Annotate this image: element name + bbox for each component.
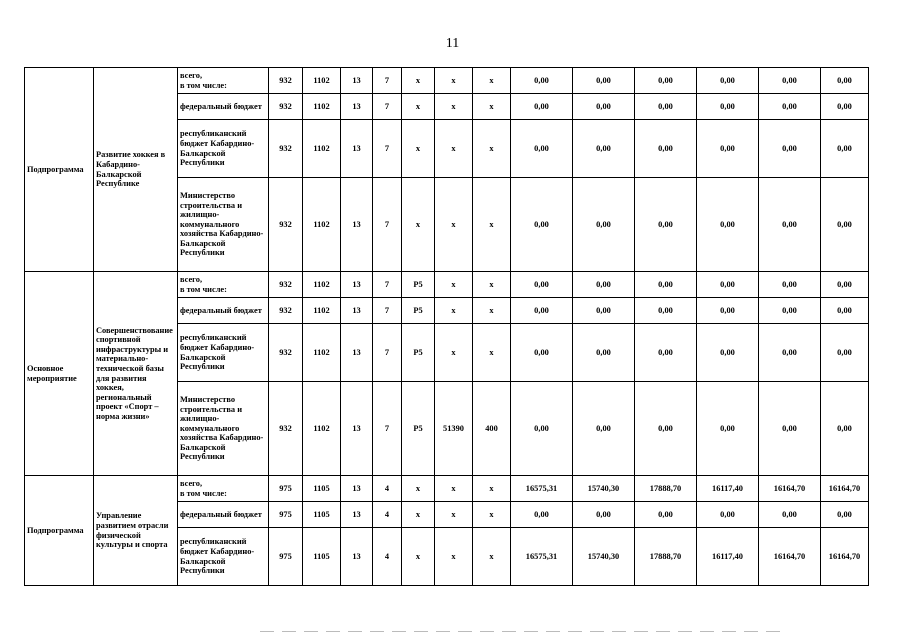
amount-cell: 0,00 [511,120,573,178]
amount-cell: 0,00 [573,382,635,476]
budget-code-cell: 932 [269,272,303,298]
budget-code-cell: P5 [402,272,435,298]
budget-code-cell: х [435,178,473,272]
budget-code-cell: 7 [373,178,402,272]
amount-cell: 17888,70 [635,476,697,502]
budget-code-cell: 13 [341,120,373,178]
budget-code-cell: х [473,298,511,324]
budget-code-cell: P5 [402,382,435,476]
amount-cell: 0,00 [635,120,697,178]
budget-table [24,67,869,586]
budget-code-cell: 1102 [303,120,341,178]
amount-cell: 0,00 [635,502,697,528]
amount-cell: 0,00 [573,94,635,120]
budget-code-cell: х [473,272,511,298]
amount-cell: 0,00 [511,324,573,382]
budget-code-cell: P5 [402,324,435,382]
amount-cell: 0,00 [697,178,759,272]
funding-source-cell: Министерство строительства и жилищно-коммунального хозяйства Кабардино-Балкарской Республики [178,382,269,476]
amount-cell: 15740,30 [573,476,635,502]
budget-code-cell: х [435,298,473,324]
event-type-cell: Подпрограмма [25,476,94,586]
amount-cell: 0,00 [697,68,759,94]
budget-code-cell: 7 [373,382,402,476]
amount-cell: 0,00 [573,178,635,272]
budget-code-cell: 932 [269,178,303,272]
budget-code-cell: х [473,178,511,272]
budget-code-cell: 13 [341,528,373,586]
budget-code-cell: х [435,68,473,94]
amount-cell: 16164,70 [759,528,821,586]
amount-cell: 0,00 [573,120,635,178]
amount-cell: 16117,40 [697,476,759,502]
budget-code-cell: х [402,178,435,272]
event-name-cell: Развитие хоккея в Кабардино-Балкарской Республике [94,68,178,272]
funding-source-cell: Министерство строительства и жилищно-коммунального хозяйства Кабардино-Балкарской Республики [178,178,269,272]
budget-code-cell: 51390 [435,382,473,476]
amount-cell: 0,00 [511,68,573,94]
amount-cell: 0,00 [511,178,573,272]
table-row [25,68,869,94]
funding-source-cell: всего, в том числе: [178,272,269,298]
budget-code-cell: х [473,476,511,502]
amount-cell: 0,00 [759,502,821,528]
budget-code-cell: х [435,94,473,120]
funding-source-cell: республиканский бюджет Кабардино-Балкарской Республики [178,528,269,586]
funding-source-cell: республиканский бюджет Кабардино-Балкарской Республики [178,120,269,178]
budget-code-cell: 932 [269,94,303,120]
event-name-cell: Совершенствование спортивной инфраструктуры и материально-технической базы для развития хоккея, региональный проект «Спорт – норма жизни» [94,272,178,476]
budget-code-cell: х [435,272,473,298]
amount-cell: 0,00 [511,298,573,324]
budget-code-cell: 932 [269,298,303,324]
amount-cell: 0,00 [821,120,869,178]
event-type-cell: Основное мероприятие [25,272,94,476]
budget-code-cell: х [473,528,511,586]
budget-code-cell: 932 [269,68,303,94]
budget-code-cell: 7 [373,298,402,324]
amount-cell: 0,00 [759,68,821,94]
amount-cell: 0,00 [635,382,697,476]
scan-artifact-line [260,631,780,632]
budget-code-cell: х [402,502,435,528]
budget-code-cell: 932 [269,382,303,476]
budget-code-cell: х [402,476,435,502]
budget-code-cell: 13 [341,382,373,476]
table-row [25,476,869,502]
amount-cell: 0,00 [511,502,573,528]
budget-code-cell: 13 [341,272,373,298]
budget-code-cell: 4 [373,476,402,502]
amount-cell: 0,00 [821,298,869,324]
budget-code-cell: 1102 [303,272,341,298]
amount-cell: 0,00 [635,68,697,94]
amount-cell: 0,00 [759,94,821,120]
table-row [25,272,869,298]
budget-code-cell: 1102 [303,68,341,94]
amount-cell: 0,00 [573,298,635,324]
budget-code-cell: 7 [373,272,402,298]
amount-cell: 0,00 [759,120,821,178]
amount-cell: 0,00 [821,502,869,528]
amount-cell: 0,00 [759,324,821,382]
budget-code-cell: х [435,502,473,528]
amount-cell: 0,00 [573,324,635,382]
budget-code-cell: 1102 [303,382,341,476]
budget-code-cell: 975 [269,502,303,528]
amount-cell: 0,00 [635,324,697,382]
budget-code-cell: 1102 [303,94,341,120]
amount-cell: 0,00 [759,298,821,324]
budget-code-cell: 1102 [303,298,341,324]
page-number: 11 [445,36,460,51]
funding-source-cell: федеральный бюджет [178,94,269,120]
amount-cell: 0,00 [511,272,573,298]
amount-cell: 0,00 [759,272,821,298]
amount-cell: 0,00 [635,178,697,272]
budget-code-cell: х [402,528,435,586]
amount-cell: 0,00 [635,272,697,298]
budget-code-cell: 13 [341,68,373,94]
amount-cell: 0,00 [573,272,635,298]
amount-cell: 0,00 [821,178,869,272]
budget-code-cell: 4 [373,528,402,586]
budget-code-cell: 1105 [303,502,341,528]
amount-cell: 0,00 [697,272,759,298]
funding-source-cell: федеральный бюджет [178,298,269,324]
budget-code-cell: 400 [473,382,511,476]
budget-code-cell: х [473,94,511,120]
amount-cell: 0,00 [821,68,869,94]
budget-code-cell: х [473,120,511,178]
amount-cell: 0,00 [697,382,759,476]
amount-cell: 0,00 [697,324,759,382]
amount-cell: 16164,70 [821,476,869,502]
amount-cell: 0,00 [697,120,759,178]
amount-cell: 17888,70 [635,528,697,586]
funding-source-cell: федеральный бюджет [178,502,269,528]
budget-code-cell: х [402,94,435,120]
amount-cell: 0,00 [821,94,869,120]
budget-code-cell: 7 [373,324,402,382]
budget-code-cell: 1105 [303,476,341,502]
amount-cell: 0,00 [573,502,635,528]
budget-code-cell: х [473,324,511,382]
amount-cell: 0,00 [635,94,697,120]
amount-cell: 0,00 [821,382,869,476]
budget-code-cell: х [435,476,473,502]
amount-cell: 0,00 [697,502,759,528]
budget-code-cell: 7 [373,68,402,94]
budget-code-cell: 7 [373,94,402,120]
amount-cell: 16164,70 [821,528,869,586]
budget-code-cell: 13 [341,298,373,324]
amount-cell: 0,00 [635,298,697,324]
amount-cell: 16117,40 [697,528,759,586]
budget-code-cell: х [435,324,473,382]
amount-cell: 16164,70 [759,476,821,502]
budget-code-cell: х [435,528,473,586]
budget-code-cell: 1102 [303,178,341,272]
budget-code-cell: 932 [269,324,303,382]
budget-code-cell: 4 [373,502,402,528]
budget-code-cell: 13 [341,324,373,382]
funding-source-cell: всего, в том числе: [178,476,269,502]
budget-code-cell: 975 [269,476,303,502]
budget-code-cell: х [473,502,511,528]
budget-code-cell: 7 [373,120,402,178]
budget-code-cell: х [473,68,511,94]
budget-code-cell: 1105 [303,528,341,586]
budget-code-cell: 13 [341,476,373,502]
budget-code-cell: 1102 [303,324,341,382]
budget-code-cell: 932 [269,120,303,178]
budget-code-cell: P5 [402,298,435,324]
event-name-cell: Управление развитием отрасли физической культуры и спорта [94,476,178,586]
amount-cell: 0,00 [511,382,573,476]
amount-cell: 0,00 [511,94,573,120]
budget-code-cell: х [402,120,435,178]
amount-cell: 16575,31 [511,476,573,502]
amount-cell: 0,00 [759,178,821,272]
budget-code-cell: 13 [341,178,373,272]
amount-cell: 0,00 [697,94,759,120]
event-type-cell: Подпрограмма [25,68,94,272]
budget-code-cell: х [402,68,435,94]
funding-source-cell: всего, в том числе: [178,68,269,94]
budget-code-cell: х [435,120,473,178]
budget-code-cell: 13 [341,502,373,528]
amount-cell: 0,00 [821,272,869,298]
funding-source-cell: республиканский бюджет Кабардино-Балкарской Республики [178,324,269,382]
amount-cell: 16575,31 [511,528,573,586]
amount-cell: 0,00 [697,298,759,324]
budget-code-cell: 975 [269,528,303,586]
amount-cell: 15740,30 [573,528,635,586]
amount-cell: 0,00 [573,68,635,94]
amount-cell: 0,00 [759,382,821,476]
budget-code-cell: 13 [341,94,373,120]
amount-cell: 0,00 [821,324,869,382]
